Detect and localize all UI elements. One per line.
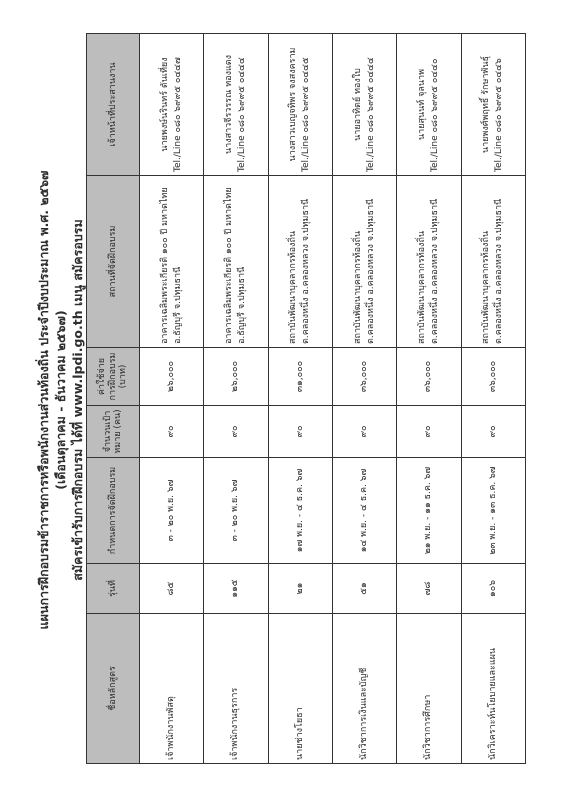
cell-target: ๙๐ [204,406,268,458]
table-row [268,34,332,764]
cell-date: ๓ - ๒๐ พ.ย. ๖๗ [140,458,204,564]
staff-tel: Tel./Line ๐๘๐ ๖๙๙๕ ๐๔๔๔ [365,57,376,172]
staff-name: นายอาทิตย์ ทองใบ [352,68,363,141]
staff-name: นายพงษ์นรินทร์ ตันเที่ยง [159,57,170,152]
header-date: กำหนดการจัดฝึกอบรม [87,458,140,564]
cell-target: ๙๐ [268,406,332,458]
cell-target: ๙๐ [332,406,396,458]
header-target: จำนวนเป้าหมาย (คน) [87,406,140,458]
cell-fee: ๓๖,๐๐๐ [397,348,461,406]
table-row [204,34,268,764]
staff-name: นายพงศ์พฤทธิ์ รักษาพันธุ์ [481,55,492,154]
cell-date: ๒๓ พ.ย. - ๑๓ ธ.ค. ๖๗ [461,458,525,564]
cell-batch: ๗๘ [397,564,461,614]
document-registration-note: สมัครเข้ารับการฝึกอบรม ได้ที่ www.lpdi.go.th เมนู สมัครอบรม [70,219,85,581]
venue-line-2: อ.ธัญบุรี จ.ปทุมธานี [236,266,247,344]
venue-line-1: สถาบันพัฒนาบุคลากรท้องถิ่น [288,230,299,344]
staff-name: นายสุนนท์ จุลนาพ [416,69,427,140]
cell-course: เจ้าพนักงานธุรการ [204,614,268,764]
cell-course: นักวิชาการศึกษา [397,614,461,764]
cell-venue [461,176,525,348]
venue-line-2: ต.คลองหนึ่ง อ.คลองหลวง จ.ปทุมธานี [301,198,312,344]
staff-tel: Tel./Line ๐๘๐ ๖๙๙๕ ๐๔๔๐ [429,58,440,172]
table-row [461,34,525,764]
venue-line-2: ต.คลองหนึ่ง อ.คลองหลวง จ.ปทุมธานี [494,198,505,344]
cell-date: ๓ - ๒๐ พ.ย. ๖๗ [204,458,268,564]
cell-target: ๙๐ [461,406,525,458]
cell-batch: ๕๑ [332,564,396,614]
cell-fee: ๒๖,๐๐๐ [140,348,204,406]
venue-line-1: สถาบันพัฒนาบุคลากรท้องถิ่น [416,230,427,344]
cell-date: ๒๑ พ.ย. - ๑๑ ธ.ค. ๖๗ [397,458,461,564]
staff-tel: Tel./Line ๐๘๐ ๖๙๙๕ ๐๔๔๗ [172,57,183,172]
venue-line-1: อาคารเฉลิมพระเกียรติ ๑๐๐ ปี มหาดไทย [159,187,170,344]
cell-batch: ๒๑ [268,564,332,614]
venue-line-2: อ.ธัญบุรี จ.ปทุมธานี [172,266,183,344]
cell-venue [140,176,204,348]
cell-staff [461,34,525,176]
table-row [397,34,461,764]
cell-fee: ๓๑,๐๐๐ [268,348,332,406]
cell-fee: ๒๖,๐๐๐ [204,348,268,406]
header-batch: รุ่นที่ [87,564,140,614]
cell-staff [140,34,204,176]
cell-date: ๑๔ พ.ย. - ๔ ธ.ค. ๖๗ [332,458,396,564]
cell-target: ๙๐ [140,406,204,458]
header-staff: เจ้าหน้าที่ประสานงาน [87,34,140,176]
header-fee: ค่าใช้จ่ายการฝึกอบรม (บาท) [87,348,140,406]
cell-venue [332,176,396,348]
table-row [140,34,204,764]
cell-batch: ๑๐๖ [461,564,525,614]
cell-staff [332,34,396,176]
cell-staff [397,34,461,176]
staff-name: นางสาวเบญจทิพร จงสงคราม [288,47,299,162]
cell-fee: ๓๖,๐๐๐ [461,348,525,406]
venue-line-1: สถาบันพัฒนาบุคลากรท้องถิ่น [481,230,492,344]
cell-venue [397,176,461,348]
cell-course: นักวิชาการเงินและบัญชี [332,614,396,764]
document-title: แผนการฝึกอบรมข้าราชการหรือพนักงานส่วนท้องถิ่น ประจำปีงบประมาณ พ.ศ. ๒๕๖๗ [36,170,51,630]
cell-staff [204,34,268,176]
staff-tel: Tel./Line ๐๘๐ ๖๙๙๕ ๐๔๔๔ [236,57,247,172]
document-period: (เดือนตุลาคม - ธันวาคม ๒๕๖๗) [53,310,68,490]
staff-tel: Tel./Line ๐๘๐ ๖๙๙๕ ๐๔๔๖ [494,58,505,172]
header-course: ชื่อหลักสูตร [87,614,140,764]
table-header-row [87,34,140,764]
cell-course: เจ้าพนักงานพัสดุ [140,614,204,764]
cell-course: นายช่างโยธา [268,614,332,764]
cell-staff [268,34,332,176]
cell-fee: ๓๖,๐๐๐ [332,348,396,406]
cell-date: ๑๗ พ.ย. - ๔ ธ.ค. ๖๗ [268,458,332,564]
venue-line-1: สถาบันพัฒนาบุคลากรท้องถิ่น [352,230,363,344]
training-plan-table [86,33,526,764]
cell-batch: ๘๕ [140,564,204,614]
cell-venue [204,176,268,348]
cell-venue [268,176,332,348]
cell-batch: ๑๑๕ [204,564,268,614]
cell-target: ๙๐ [397,406,461,458]
venue-line-2: ต.คลองหนึ่ง อ.คลองหลวง จ.ปทุมธานี [365,198,376,344]
staff-name: นางสาวจีรวรรณ ทองแดง [223,55,234,155]
venue-line-1: อาคารเฉลิมพระเกียรติ ๑๐๐ ปี มหาดไทย [223,187,234,344]
header-venue: สถานที่จัดฝึกอบรม [87,176,140,348]
table-row [332,34,396,764]
staff-tel: Tel./Line ๐๘๐ ๖๙๙๕ ๐๔๔๕ [301,57,312,172]
venue-line-2: ต.คลองหนึ่ง อ.คลองหลวง จ.ปทุมธานี [429,198,440,344]
cell-course: นักวิเคราะห์นโยบายและแผน [461,614,525,764]
